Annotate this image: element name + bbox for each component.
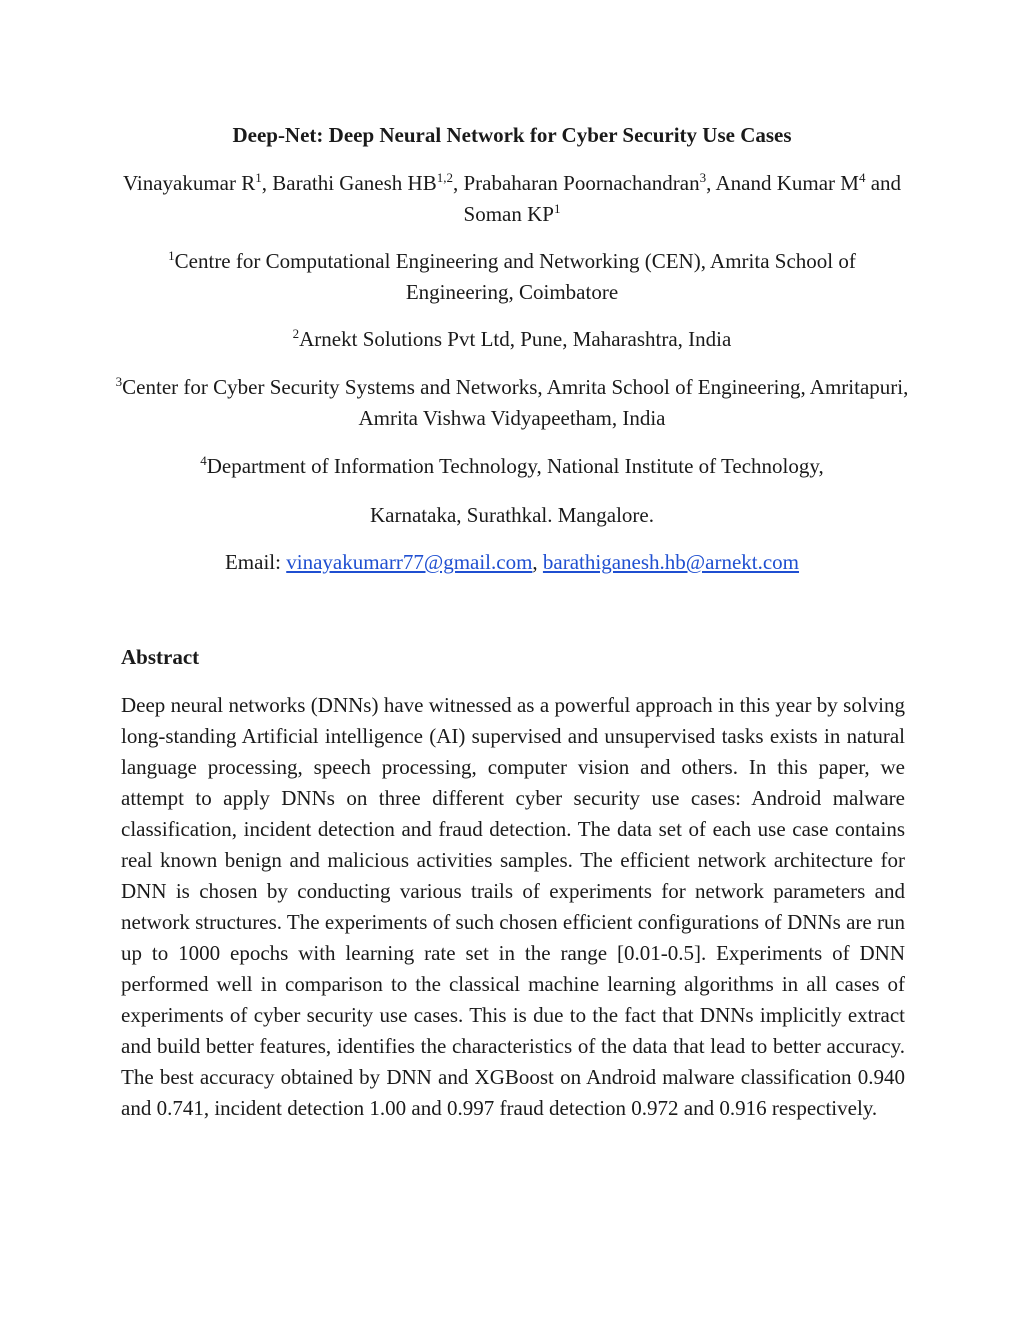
affiliation-text: Arnekt Solutions Pvt Ltd, Pune, Maharashtra, India [299,327,732,351]
affiliation-text: Center for Cyber Security Systems and Networks, Amrita School of Engineering, Amritapuri, Amrita Vishwa Vidyapeetham, India [122,375,909,430]
author-name: Vinayakumar R [122,171,256,195]
affiliation-text: Centre for Computational Engineering and Networking (CEN), Amrita School of Engineering, Coimbatore [174,249,856,304]
abstract-heading: Abstract [121,645,200,669]
email-separator: , [532,550,543,574]
author-name: Prabaharan Poornachandran [463,171,700,195]
author-name: Soman KP [463,202,554,226]
affiliation-4-continued: Karnataka, Surathkal. Mangalore. [370,503,654,527]
email-link-1[interactable]: vinayakumarr77@gmail.com [286,550,533,574]
affiliation-1 [112,246,912,308]
affiliation-4 [112,451,912,482]
paper-title: Deep-Net: Deep Neural Network for Cyber Security Use Cases [232,123,792,147]
affiliation-mark: 2 [292,326,300,341]
affiliation-mark: 3 [115,374,123,389]
author-name: Anand Kumar M [715,171,859,195]
author-separator: , [452,171,464,195]
affiliation-mark: 1 [168,248,175,263]
affiliation-3 [112,372,912,434]
author-affiliation-mark: 1 [553,201,561,216]
author-list [112,168,912,230]
author-affiliation-mark: 1 [255,170,262,185]
email-label: Email: [224,550,287,574]
affiliation-text: Department of Information Technology, National Institute of Technology, [206,454,824,478]
affiliation-mark: 4 [200,453,207,468]
author-affiliation-mark: 4 [858,170,866,185]
author-conjunction: and [865,171,902,195]
author-separator: , [261,171,273,195]
author-affiliation-mark: 1,2 [436,170,453,185]
author-affiliation-mark: 3 [699,170,707,185]
email-line [112,547,912,578]
author-name: Barathi Ganesh HB [272,171,437,195]
affiliation-2 [112,324,912,355]
email-link-2[interactable]: barathiganesh.hb@arnekt.com [542,550,800,574]
author-separator: , [706,171,716,195]
abstract-body: Deep neural networks (DNNs) have witnessed as a powerful approach in this year by solving long-standing Artificial intelligence (AI) supervised and unsupervised tasks exists in natural language processing, speech processing, computer vision and others. In this paper, we attempt to apply DNNs on three different cyber security use cases: Android malware classification, incident detection and fraud detection. The data set of each use case contains real known benign and malicious activities samples. The efficient network architecture for DNN is chosen by conducting various trails of experiments for network parameters and network structures. The experiments of such chosen efficient configurations of DNNs are run up to 1000 epochs with learning rate set in the range [0.01-0.5]. Experiments of DNN performed well in comparison to the classical machine learning algorithms in all cases of experiments of cyber security use cases. This is due to the fact that DNNs implicitly extract and build better features, identifies the characteristics of the data that lead to better accuracy. The best accuracy obtained by DNN and XGBoost on Android malware classification 0.940 and 0.741, incident detection 1.00 and 0.997 fraud detection 0.972 and 0.916 respectively. [121,693,905,1120]
